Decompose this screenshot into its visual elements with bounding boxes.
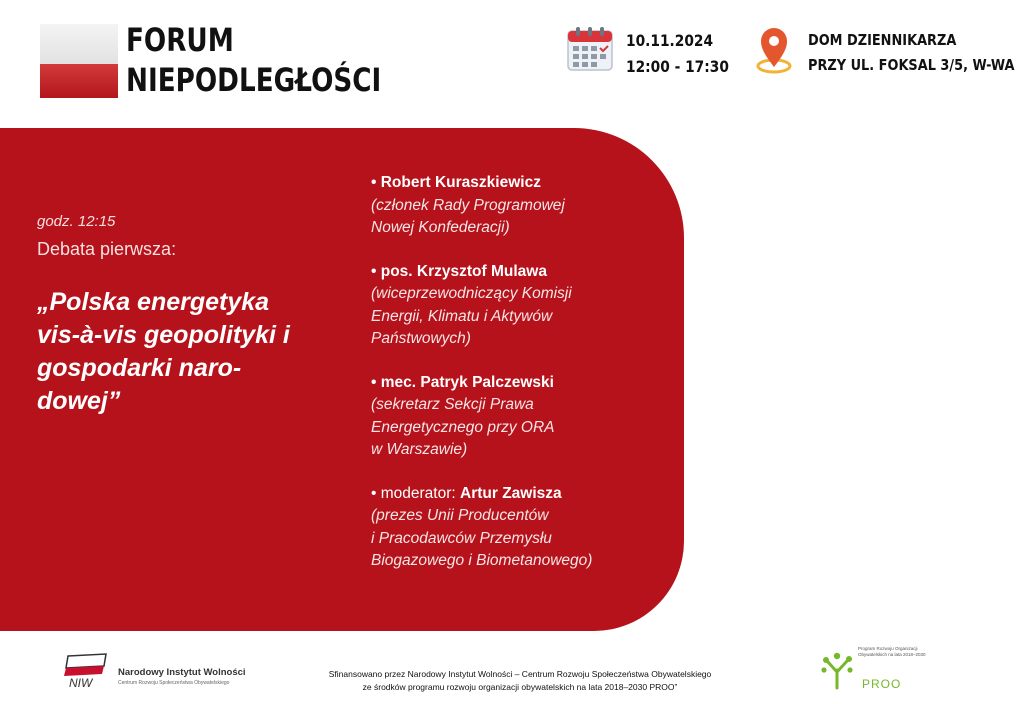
venue-line-1: DOM DZIENNIKARZA <box>808 31 957 49</box>
speaker-item <box>371 372 671 462</box>
event-date: 10.11.2024 <box>626 31 714 50</box>
speaker-role: (członek Rady Programowej Nowej Konfederacji) <box>371 196 565 236</box>
polish-flag-logo <box>40 24 118 98</box>
speaker-role: (sekretarz Sekcji Prawa Energetycznego przy ORA w Warszawie) <box>371 396 555 458</box>
proo-logo <box>820 648 854 690</box>
niw-logo-text: NIW <box>69 676 93 690</box>
speaker-item <box>371 261 671 351</box>
speaker-name: Artur Zawisza <box>460 484 562 502</box>
speaker-role: (wiceprzewodniczący Komisji Energii, Klimatu i Aktywów Państwowych) <box>371 285 572 347</box>
niw-subtitle: Centrum Rozwoju Społeczeństwa Obywatelskiego <box>118 680 230 686</box>
funding-line-1: Sfinansowano przez Narodowy Instytut Wolności – Centrum Rozwoju Społeczeństwa Obywatelskiego <box>328 669 712 679</box>
calendar-icon <box>566 26 614 72</box>
event-date-time <box>626 28 729 80</box>
event-venue <box>808 28 1015 78</box>
speaker-role: (prezes Unii Producentów i Pracodawców Przemysłu Biogazowego i Biometanowego) <box>371 507 593 569</box>
forum-title <box>126 20 437 100</box>
event-time: 12:00 - 17:30 <box>626 57 729 76</box>
title-line-2: NIEPODLEGŁOŚCI <box>126 61 382 99</box>
title-line-1: FORUM <box>126 21 234 59</box>
debate-label: Debata pierwsza: <box>37 239 177 259</box>
proo-wordmark: PROO <box>862 677 902 691</box>
speaker-prefix: • moderator: <box>371 484 460 502</box>
speaker-name: • pos. Krzysztof Mulawa <box>371 262 547 280</box>
venue-line-2: PRZY UL. FOKSAL 3/5, W-WA <box>808 56 1015 74</box>
speaker-item <box>371 172 671 240</box>
niw-name-block <box>118 667 246 686</box>
niw-logo <box>60 652 110 690</box>
proo-program-name: Program Rozwoju Organizacji Obywatelskich na lata 2018–2030 <box>858 646 926 657</box>
speaker-name: • Robert Kuraszkiewicz <box>371 174 541 191</box>
speaker-item <box>371 483 671 573</box>
speaker-list <box>371 172 671 594</box>
debate-title: „Polska energetyka vis-à-vis geopolityki i gospodarki naro-dowej” <box>37 288 290 415</box>
funding-line-2: ze środków programu rozwoju organizacji obywatelskich na lata 2018–2030 PROO” <box>362 682 678 692</box>
funding-note <box>300 668 740 694</box>
niw-name: Narodowy Instytut Wolności <box>118 667 246 678</box>
debate-panel <box>0 128 684 631</box>
location-pin-icon <box>756 26 792 74</box>
debate-time: godz. 12:15 <box>37 213 116 230</box>
speaker-name: • mec. Patryk Palczewski <box>371 373 554 391</box>
